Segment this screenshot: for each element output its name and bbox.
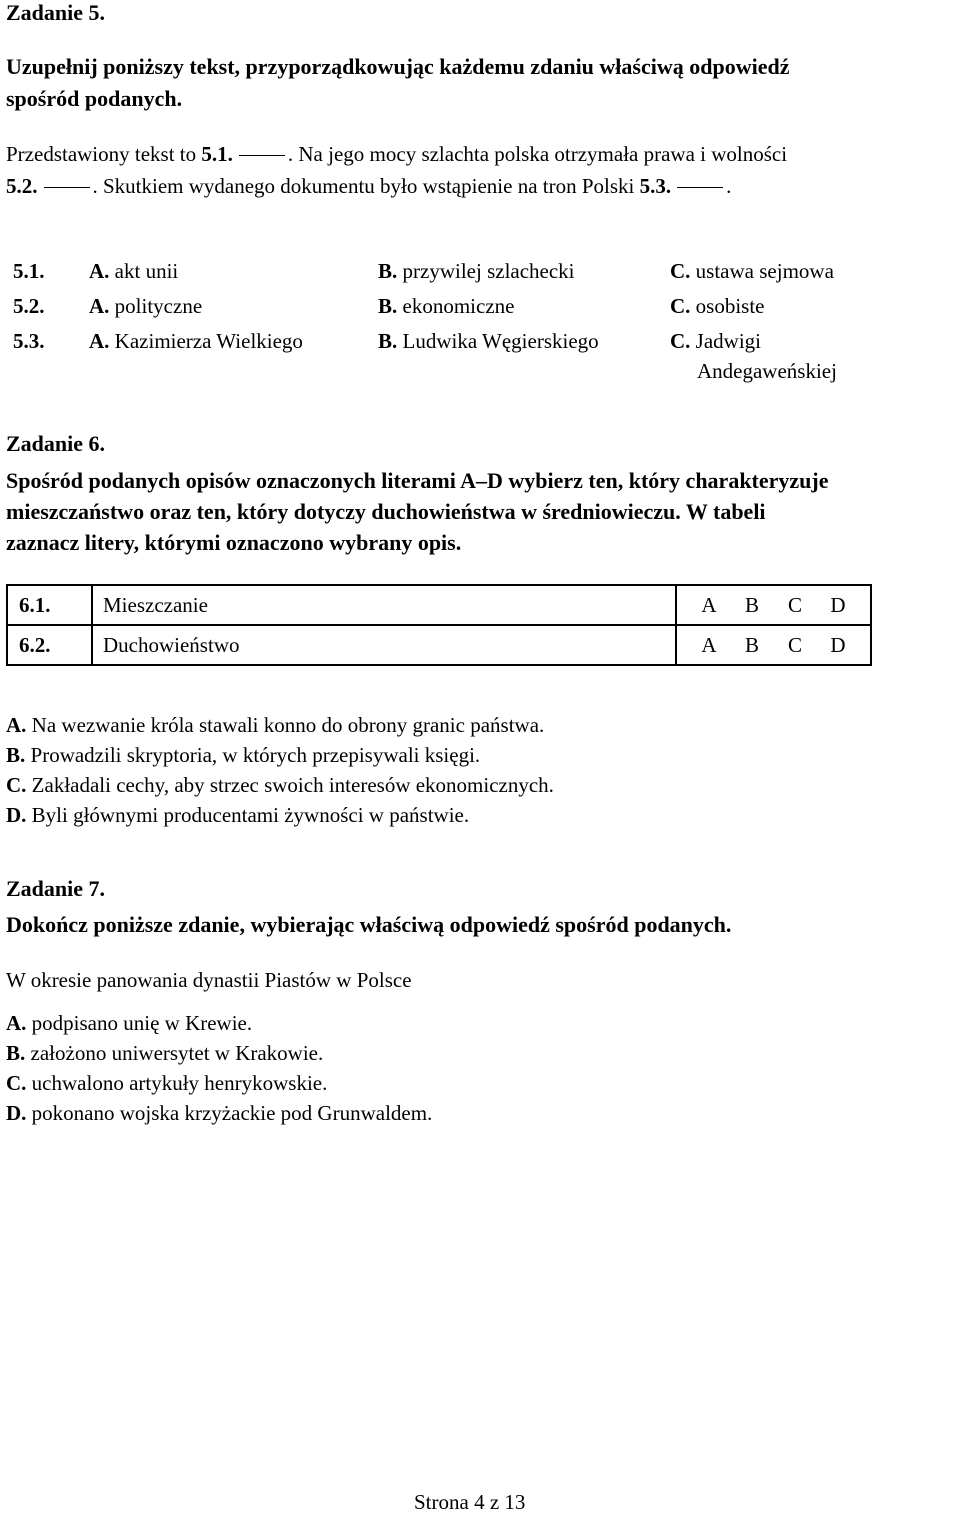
option-a[interactable] xyxy=(89,294,202,319)
answer-option-letter: A. xyxy=(6,1011,27,1035)
task7-title: Zadanie 7. xyxy=(6,876,106,901)
answer-option[interactable] xyxy=(6,1011,252,1036)
option-text: Kazimierza Wielkiego xyxy=(114,329,303,353)
answer-option-a[interactable]: A xyxy=(701,632,717,657)
answer-option-d[interactable]: D xyxy=(830,632,846,657)
option-row-number: 5.2. xyxy=(13,294,45,318)
task6-instruction-line3: zaznacz litery, którymi oznaczono wybrany opis. xyxy=(6,530,462,555)
table-row-label: Mieszczanie xyxy=(92,585,676,625)
answer-option-d[interactable]: D xyxy=(830,592,846,617)
description-item xyxy=(6,773,554,798)
option-b[interactable] xyxy=(378,259,575,284)
option-a[interactable] xyxy=(89,259,178,284)
option-letter: C. xyxy=(670,294,691,318)
option-c-text-continuation: Andegaweńskiej xyxy=(697,359,837,383)
answer-option-text: pokonano wojska krzyżackie pod Grunwaldem. xyxy=(31,1101,433,1125)
option-c[interactable] xyxy=(670,294,765,319)
answer-blank-5-3[interactable] xyxy=(677,186,723,188)
description-item xyxy=(6,803,469,828)
option-letter: C. xyxy=(670,259,691,283)
task5-instruction-line2: spośród podanych. xyxy=(6,86,183,111)
description-letter: B. xyxy=(6,743,26,767)
task5-text-line2-mid: . Skutkiem wydanego dokumentu było wstąpienie na tron Polski xyxy=(92,174,635,198)
task7-instruction: Dokończ poniższe zdanie, wybierając właściwą odpowiedź spośród podanych. xyxy=(6,912,732,937)
page-number: Strona 4 z 13 xyxy=(414,1490,526,1514)
table-row-label: Duchowieństwo xyxy=(92,625,676,665)
answer-option-b[interactable]: B xyxy=(744,632,759,657)
task6-answer-table xyxy=(6,584,872,666)
option-c[interactable] xyxy=(670,329,761,354)
answer-option-c[interactable]: C xyxy=(787,592,802,617)
answer-option-text: uchwalono artykuły henrykowskie. xyxy=(31,1071,328,1095)
answer-option-text: założono uniwersytet w Krakowie. xyxy=(30,1041,324,1065)
answer-option-letter: C. xyxy=(6,1071,27,1095)
option-text: ustawa sejmowa xyxy=(695,259,834,283)
option-row-number: 5.1. xyxy=(13,259,45,283)
answer-option-letter: D. xyxy=(6,1101,27,1125)
description-letter: D. xyxy=(6,803,27,827)
description-item xyxy=(6,713,544,738)
task5-instruction-line1: Uzupełnij poniższy tekst, przyporządkowując każdemu zdaniu właściwą odpowiedź xyxy=(6,54,790,79)
answer-option-letter: B. xyxy=(6,1041,26,1065)
task5-text-line1-before: Przedstawiony tekst to xyxy=(6,142,197,166)
table-row-options xyxy=(676,585,871,625)
option-text: Ludwika Węgierskiego xyxy=(402,329,599,353)
task7-stem: W okresie panowania dynastii Piastów w Polsce xyxy=(6,968,412,992)
option-b[interactable] xyxy=(378,294,514,319)
answer-option[interactable] xyxy=(6,1101,432,1126)
option-text: osobiste xyxy=(695,294,765,318)
task6-title: Zadanie 6. xyxy=(6,431,106,456)
description-text: Prowadzili skryptoria, w których przepisywali księgi. xyxy=(30,743,481,767)
option-text: Jadwigi xyxy=(695,329,761,353)
option-text: akt unii xyxy=(114,259,179,283)
description-item xyxy=(6,743,480,768)
option-letter: B. xyxy=(378,294,398,318)
task5-text-line2 xyxy=(6,174,731,199)
table-row xyxy=(7,585,871,625)
option-a[interactable] xyxy=(89,329,303,354)
task5-title: Zadanie 5. xyxy=(6,0,106,25)
option-text: polityczne xyxy=(114,294,203,318)
answer-option-b[interactable]: B xyxy=(744,592,759,617)
description-text: Zakładali cechy, aby strzec swoich interesów ekonomicznych. xyxy=(31,773,554,797)
answer-option-text: podpisano unię w Krewie. xyxy=(31,1011,253,1035)
table-row-number: 6.1. xyxy=(7,585,92,625)
option-letter: B. xyxy=(378,329,398,353)
task5-text-ref-5-2: 5.2. xyxy=(6,174,38,198)
option-letter: A. xyxy=(89,329,110,353)
answer-option-a[interactable]: A xyxy=(701,592,717,617)
task5-text-line1-after: . Na jego mocy szlachta polska otrzymała prawa i wolności xyxy=(287,142,788,166)
table-row-options xyxy=(676,625,871,665)
description-text: Byli głównymi producentami żywności w państwie. xyxy=(31,803,470,827)
answer-blank-5-1[interactable] xyxy=(239,154,285,156)
option-b[interactable] xyxy=(378,329,599,354)
answer-option[interactable] xyxy=(6,1041,323,1066)
answer-option[interactable] xyxy=(6,1071,327,1096)
option-text: przywilej szlachecki xyxy=(402,259,575,283)
description-letter: C. xyxy=(6,773,27,797)
task6-instruction-line2: mieszczaństwo oraz ten, który dotyczy duchowieństwa w średniowieczu. W tabeli xyxy=(6,499,766,524)
option-letter: A. xyxy=(89,294,110,318)
table-row-number: 6.2. xyxy=(7,625,92,665)
task5-text-ref-5-1: 5.1. xyxy=(201,142,233,166)
answer-blank-5-2[interactable] xyxy=(44,186,90,188)
description-text: Na wezwanie króla stawali konno do obrony granic państwa. xyxy=(31,713,545,737)
option-text: ekonomiczne xyxy=(402,294,515,318)
task5-text-ref-5-3: 5.3. xyxy=(639,174,672,198)
option-letter: C. xyxy=(670,329,691,353)
answer-option-c[interactable]: C xyxy=(787,632,802,657)
task5-text-line2-end: . xyxy=(726,174,732,198)
task6-instruction-line1: Spośród podanych opisów oznaczonych literami A–D wybierz ten, który charakteryzuje xyxy=(6,468,829,493)
option-c[interactable] xyxy=(670,259,834,284)
option-row-number: 5.3. xyxy=(13,329,45,353)
option-letter: A. xyxy=(89,259,110,283)
option-letter: B. xyxy=(378,259,398,283)
description-letter: A. xyxy=(6,713,27,737)
table-row xyxy=(7,625,871,665)
task5-text-line1 xyxy=(6,142,787,167)
